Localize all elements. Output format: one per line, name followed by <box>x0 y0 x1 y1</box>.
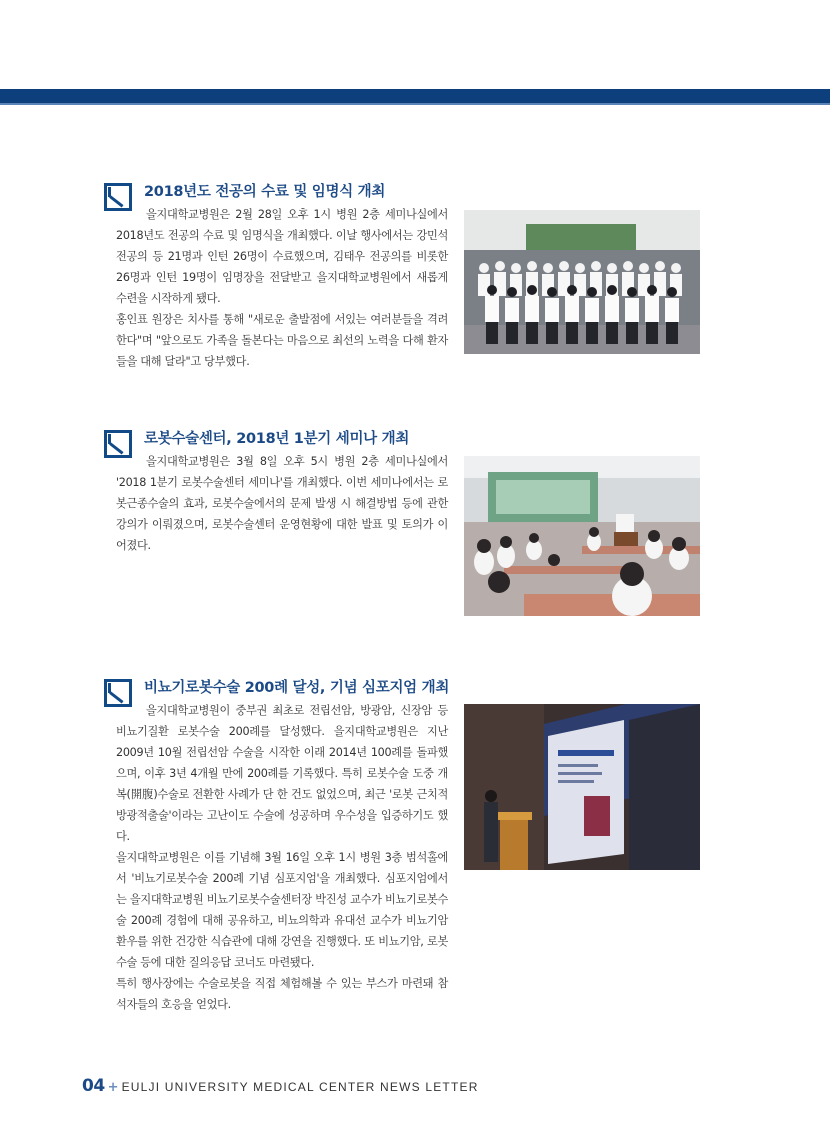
article-paragraph: 을지대학교병원은 2월 28일 오후 1시 병원 2층 세미나실에서 2018년도 전공의 수료 및 임명식을 개최했다. 이날 행사에서는 강민석 전공의 등 21명과 인턴 26명이 수료했으며, 김태우 전공의를 비롯한 26명과 인턴 19명이 임명장을 전달받고 을지대학교병원에서 새롭게 수련을 시작하게 됐다. <box>116 208 448 305</box>
footer-plus-separator: + <box>107 1080 119 1095</box>
article-paragraph: 특히 행사장에는 수술로봇을 직접 체험해볼 수 있는 부스가 마련돼 참석자들의 호응을 얻었다. <box>116 977 448 1011</box>
article-paragraph: 을지대학교병원이 중부권 최초로 전립선암, 방광암, 신장암 등 비뇨기질환 로봇수술 200례를 달성했다. 을지대학교병원은 지난 2009년 10월 전립선암 수술을 시작한 이래 2014년 100례를 돌파했으며, 이후 3년 4개월 만에 200례를 기록했다. 특히 로봇수술 도중 개복(開腹)수술로 전환한 사례가 단 한 건도 없었으며, 최근 '로봇 근치적 방광적출술'이라는 고난이도 수술에 성공하며 우수성을 입증하기도 했다. <box>116 704 448 843</box>
article-paragraph: 을지대학교병원은 이를 기념해 3월 16일 오후 1시 병원 3층 범석홀에서 '비뇨기로봇수술 200례 기념 심포지엄'을 개최했다. 심포지엄에서는 을지대학교병원 비뇨기로봇수술센터장 박진성 교수가 비뇨기로봇수술 200례 경험에 대해 공유하고, 비뇨의학과 유대선 교수가 비뇨기암 환우를 위한 건강한 식습관에 대해 강연을 진행했다. 또 비뇨기암, 로봇수술 등에 대한 질의응답 코너도 마련됐다. <box>116 851 448 969</box>
article-body <box>116 451 448 556</box>
header-band <box>0 89 830 103</box>
page-footer <box>82 1076 479 1096</box>
article-body <box>116 700 448 1015</box>
article-title: 2018년도 전공의 수료 및 임명식 개최 <box>144 184 386 200</box>
article-title: 로봇수술센터, 2018년 1분기 세미나 개최 <box>144 431 410 447</box>
article-body <box>116 204 448 372</box>
article-photo-group <box>464 210 700 354</box>
newsletter-name: EULJI UNIVERSITY MEDICAL CENTER NEWS LETTER <box>121 1080 479 1094</box>
article-title: 비뇨기로봇수술 200례 달성, 기념 심포지엄 개최 <box>144 680 450 696</box>
article-photo-seminar <box>464 456 700 616</box>
article-photo-symposium <box>464 704 700 870</box>
article-paragraph: 홍인표 원장은 치사를 통해 "새로운 출발점에 서있는 여러분들을 격려한다"며 "앞으로도 가족을 돌본다는 마음으로 최선의 노력을 다해 환자들을 대해 달라"고 당부했다. <box>116 313 448 368</box>
article-paragraph: 을지대학교병원은 3월 8일 오후 5시 병원 2층 세미나실에서 '2018 1분기 로봇수술센터 세미나'를 개최했다. 이번 세미나에서는 로봇근종수술의 효과, 로봇수술에서의 문제 발생 시 해결방법 등에 관한 강의가 이뤄졌으며, 로봇수술센터 운영현황에 대한 발표 및 토의가 이어졌다. <box>116 455 448 552</box>
page-number: 04 <box>82 1076 105 1096</box>
